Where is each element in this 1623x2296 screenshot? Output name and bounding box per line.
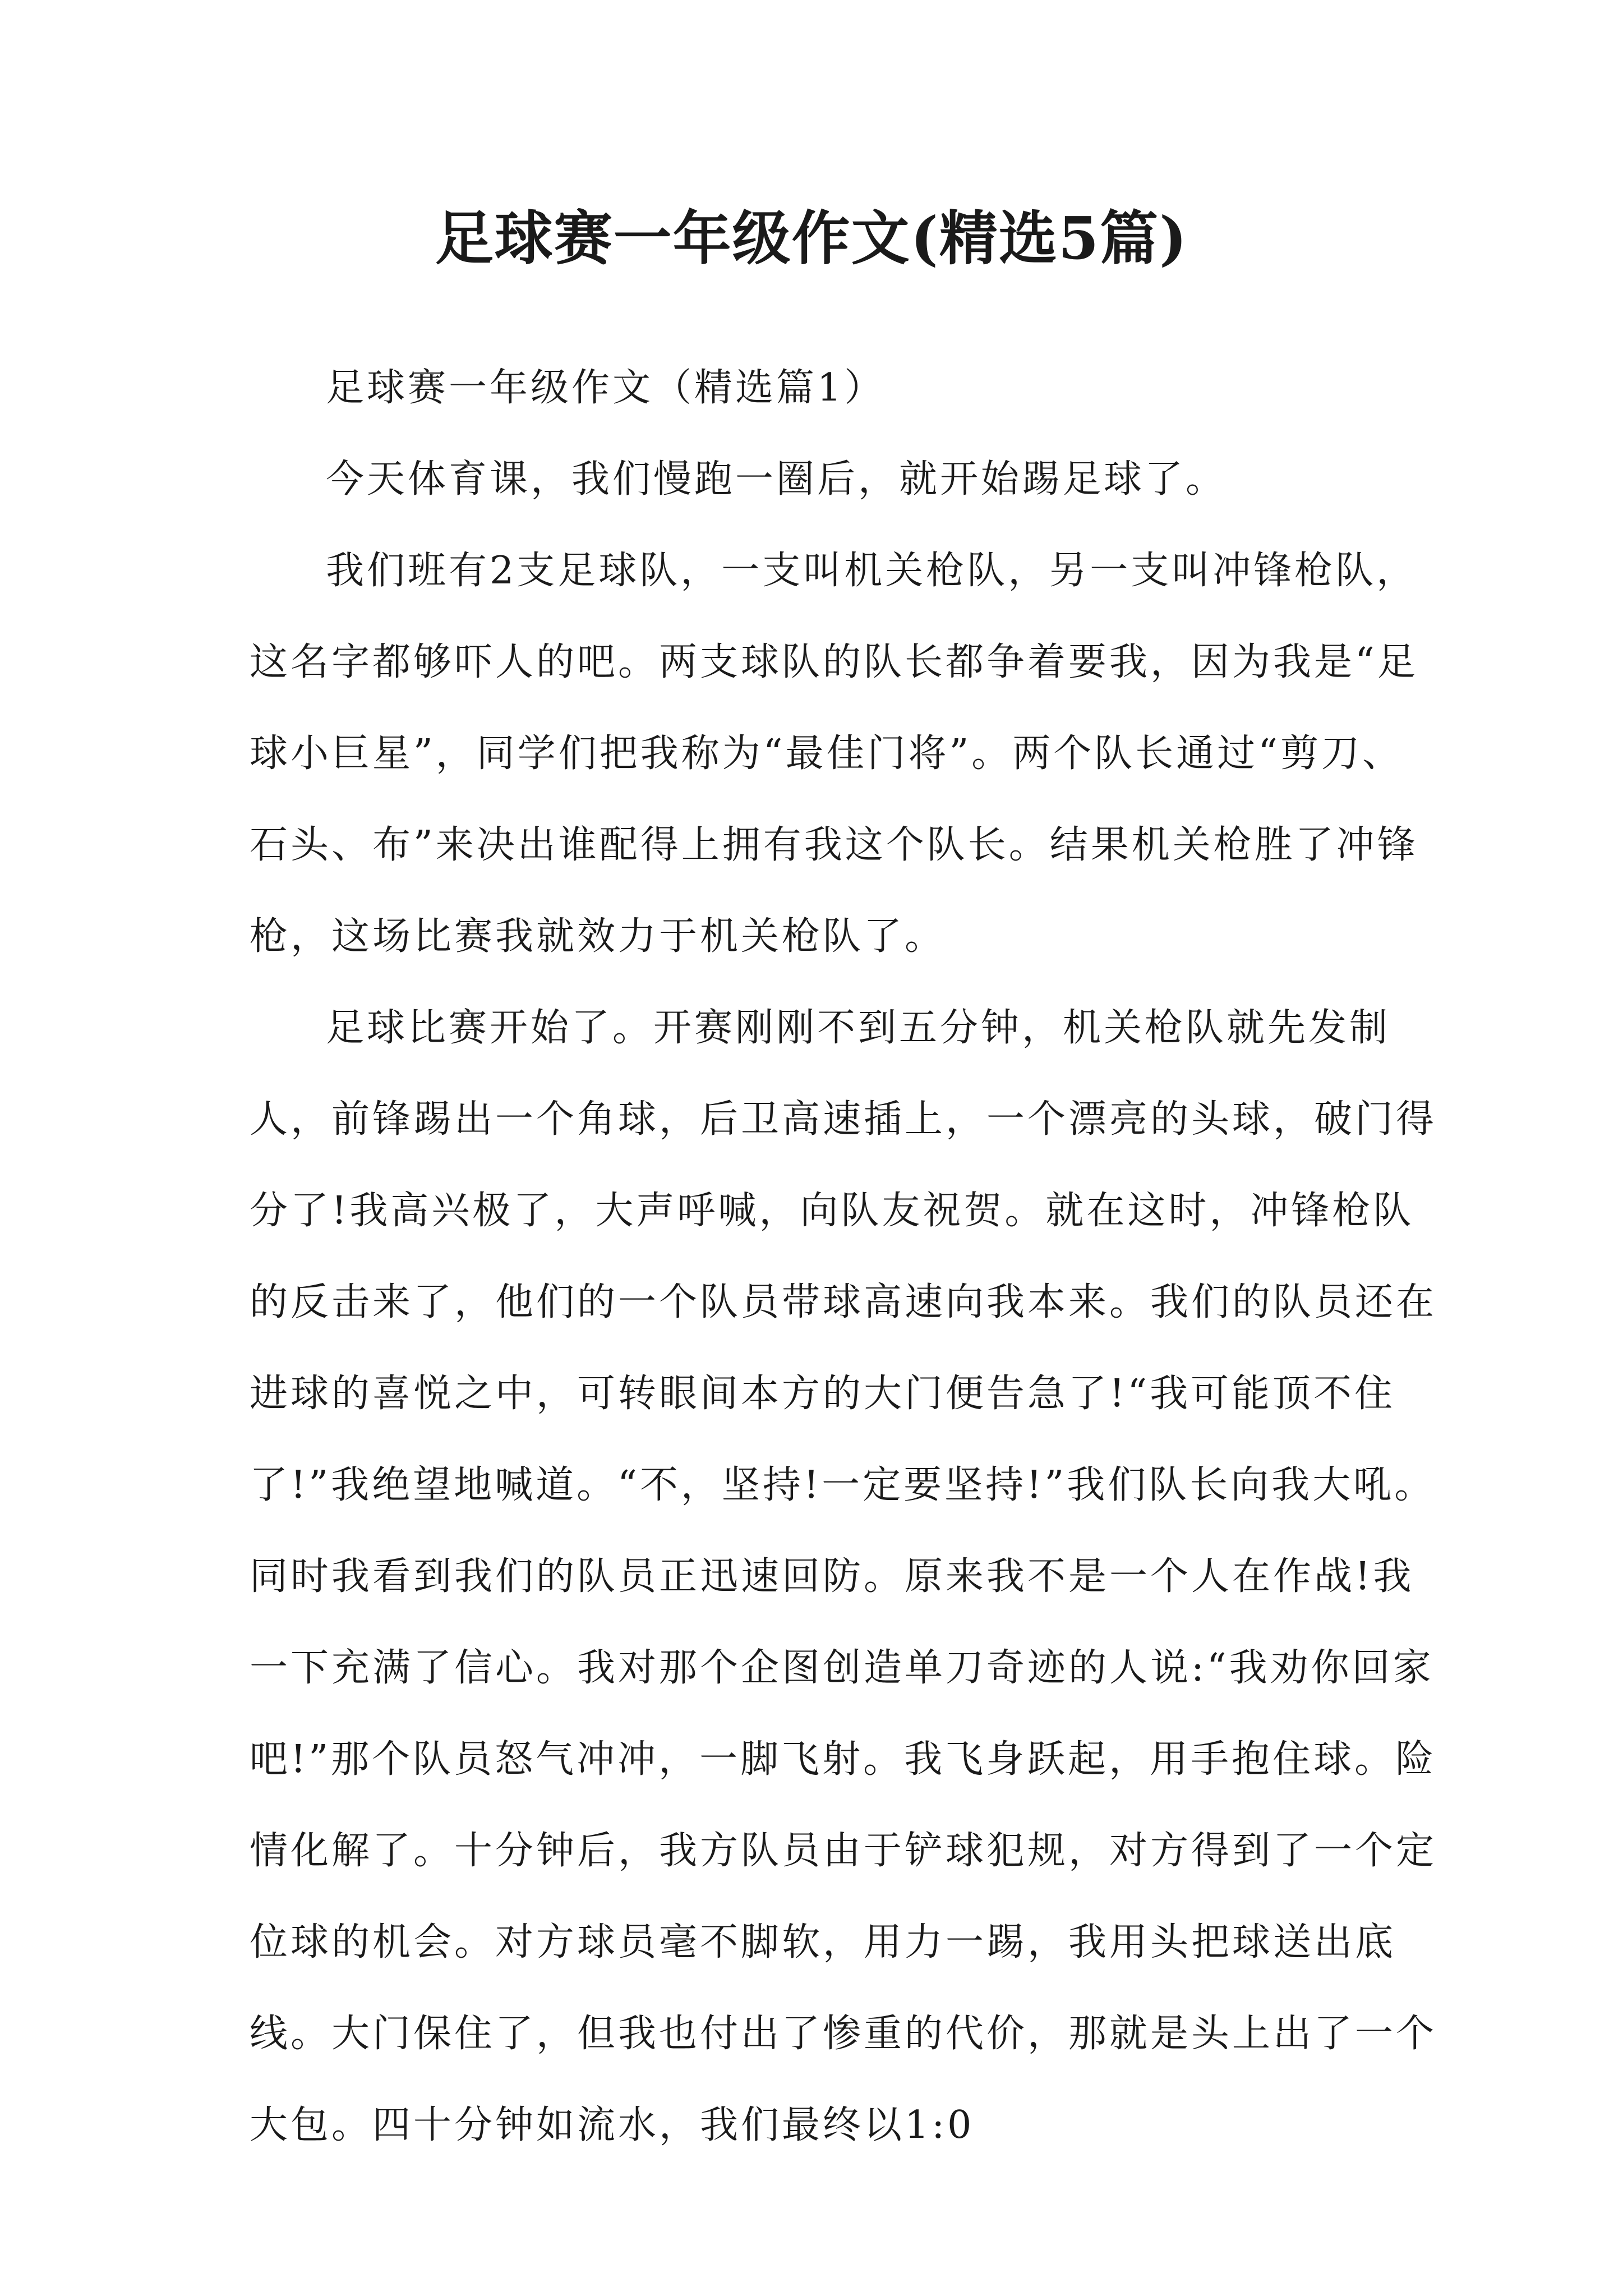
paragraph: 今天体育课，我们慢跑一圈后，就开始踢足球了。 — [326, 457, 1227, 501]
document-body — [250, 342, 1444, 2171]
document-title: 足球赛一年级作文(精选5篇) — [435, 204, 1188, 273]
paragraph: 我们班有2支足球队，一支叫机关枪队，另一支叫冲锋枪队，这名字都够吓人的吧。两支球队的队长都争着要我，因为我是“足球小巨星”，同学们把我称为“最佳门将”。两个队长通过“剪刀、石头、布”来决出谁配得上拥有我这个队长。结果机关枪胜了冲锋枪，这场比赛我就效力于机关枪队了。 — [250, 549, 1418, 959]
paragraph-heading: 足球赛一年级作文（精选篇1） — [326, 366, 886, 410]
paragraph: 足球比赛开始了。开赛刚刚不到五分钟，机关枪队就先发制人，前锋踢出一个角球，后卫高速插上，一个漂亮的头球，破门得分了!我高兴极了，大声呼喊，向队友祝贺。就在这时，冲锋枪队的反击来了，他们的一个队员带球高速向我本来。我们的队员还在进球的喜悦之中，可转眼间本方的大门便告急了!“我可能顶不住了!”我绝望地喊道。“不，坚持!一定要坚持!”我们队长向我大吼。同时我看到我们的队员正迅速回防。原来我不是一个人在作战!我一下充满了信心。我对那个企图创造单刀奇迹的人说:“我劝你回家吧!”那个队员怒气冲冲，一脚飞射。我飞身跃起，用手抱住球。险情化解了。十分钟后，我方队员由于铲球犯规，对方得到了一个定位球的机会。对方球员毫不脚软，用力一踢，我用头把球送出底线。大门保住了，但我也付出了惨重的代价，那就是头上出了一个大包。四十分钟如流水，我们最终以1:0 — [250, 1006, 1437, 2147]
